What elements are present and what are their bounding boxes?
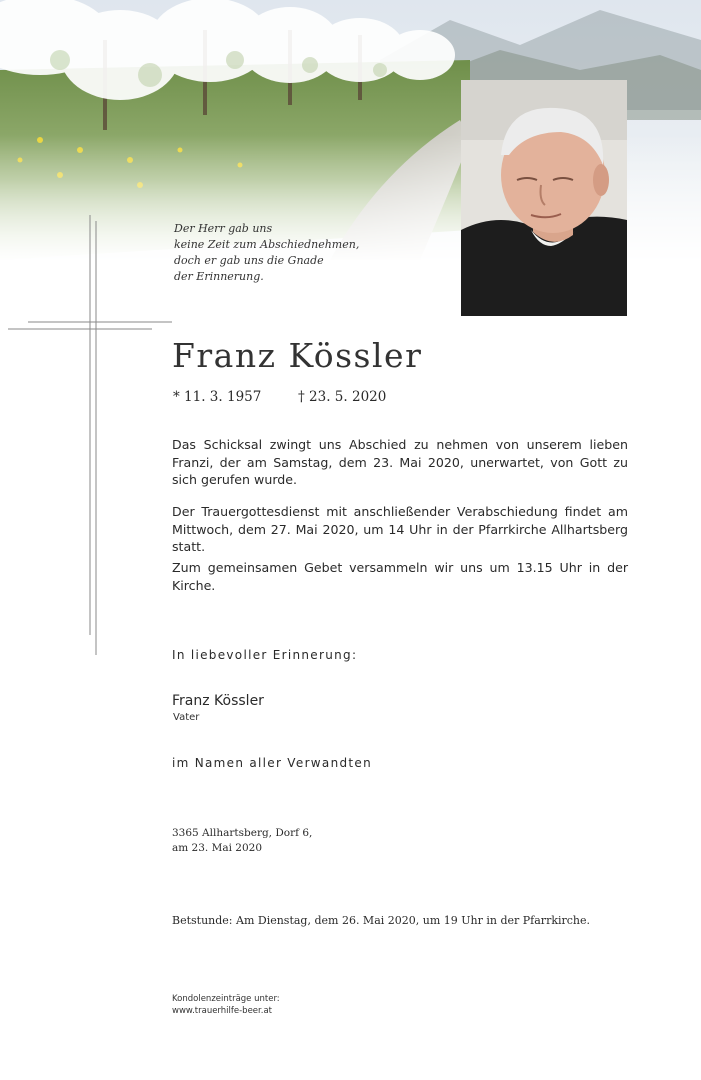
condolence-info — [172, 993, 280, 1017]
portrait-photo — [461, 80, 627, 316]
prayer-gathering-paragraph: Zum gemeinsamen Gebet versammeln wir uns um 13.15 Uhr in der Kirche. — [172, 560, 628, 593]
memorial-quote — [174, 221, 414, 285]
death-date: † 23. 5. 2020 — [298, 389, 387, 405]
signer-name: Franz Kössler — [172, 693, 264, 709]
quote-line: der Erinnerung. — [174, 270, 264, 283]
quote-line: Der Herr gab uns — [174, 222, 273, 235]
condolence-label: Kondolenzeinträge unter: — [172, 994, 280, 1004]
life-dates — [173, 389, 387, 405]
announcement-paragraph: Das Schicksal zwingt uns Abschied zu nehmen von unserem lieben Franzi, der am Samstag, dem 23. Mai 2020, unerwartet, von Gott zu sich gerufen wurde. — [172, 437, 628, 487]
address-block — [172, 826, 312, 856]
birth-date: * 11. 3. 1957 — [173, 389, 262, 405]
funeral-service-paragraph: Der Trauergottesdienst mit anschließender Verabschiedung findet am Mittwoch, dem 27. Mai 2020, um 14 Uhr in der Pfarrkirche Allhartsberg statt. — [172, 504, 628, 554]
condolence-link[interactable]: www.trauerhilfe-beer.at — [172, 1006, 272, 1016]
remembrance-line: In liebevoller Erinnerung: — [172, 648, 358, 662]
quote-line: doch er gab uns die Gnade — [174, 254, 324, 267]
deceased-name: Franz Kössler — [172, 336, 423, 375]
quote-line: keine Zeit zum Abschiednehmen, — [174, 238, 360, 251]
signer-role: Vater — [173, 712, 200, 723]
address-line: 3365 Allhartsberg, Dorf 6, — [172, 827, 313, 839]
address-date: am 23. Mai 2020 — [172, 842, 263, 854]
prayer-hour-notice: Betstunde: Am Dienstag, dem 26. Mai 2020, um 19 Uhr in der Pfarrkirche. — [172, 914, 591, 927]
relatives-line: im Namen aller Verwandten — [172, 756, 372, 770]
cross-icon — [0, 215, 180, 660]
